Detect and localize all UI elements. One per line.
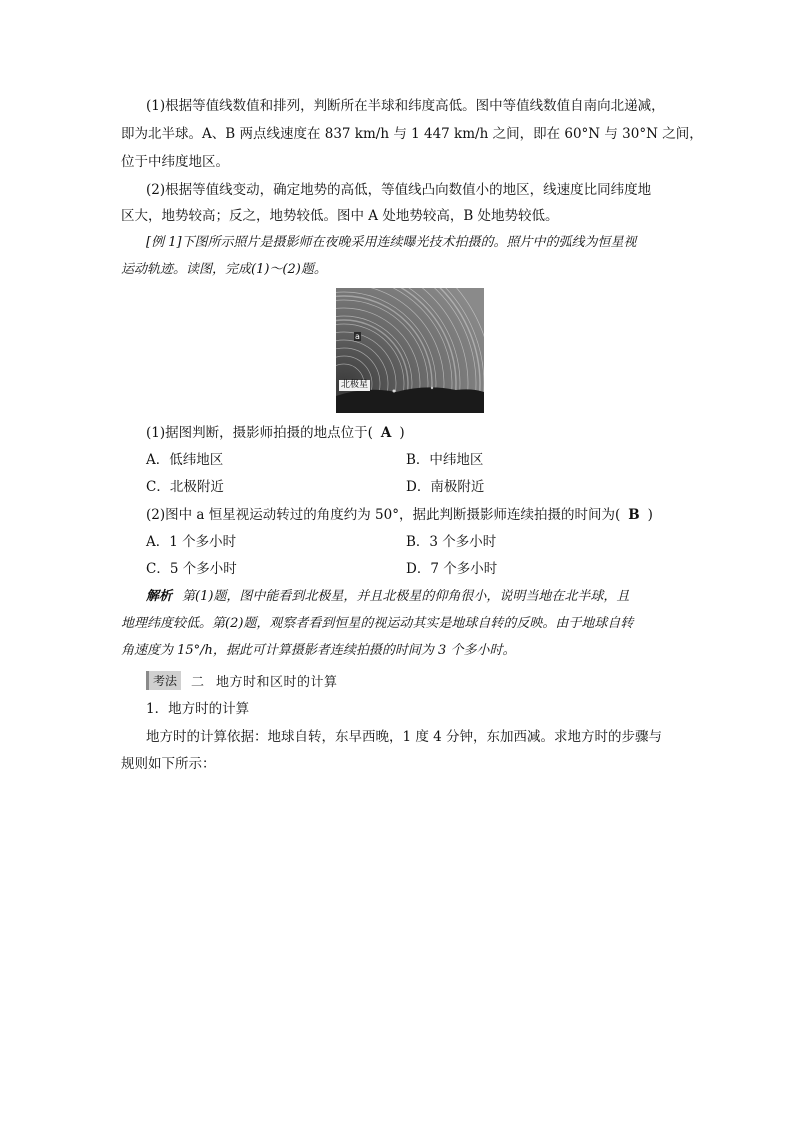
- question-2-answer: B: [628, 507, 640, 523]
- question-1-answer: A: [380, 425, 392, 441]
- subsection-heading: 1．地方时的计算: [146, 701, 250, 717]
- question-2-stem: [146, 505, 653, 525]
- analysis-line1-text: 第(1)题，图中能看到北极星，并且北极星的仰角很小，说明当地在北半球，且: [182, 589, 630, 604]
- question-1-option-a: A．低纬地区: [146, 452, 224, 468]
- question-1-text: (1)据图判断，摄影师拍摄的地点位于(: [146, 425, 373, 441]
- subsection-body-line2: 规则如下所示：: [121, 756, 216, 772]
- question-2-option-d: D．7 个多小时: [406, 561, 498, 577]
- star-trail-image: [336, 288, 484, 413]
- analysis-tag: 解析: [146, 589, 173, 604]
- section-number: 二: [191, 674, 205, 690]
- star-trail-photo: [336, 288, 484, 413]
- explanation-p2-line2: 区大，地势较高；反之，地势较低。图中 A 处地势较高，B 处地势较低。: [121, 208, 559, 224]
- question-1-option-d: D．南极附近: [406, 479, 485, 495]
- explanation-p1-line3: 位于中纬度地区。: [121, 154, 229, 170]
- section-title: 地方时和区时的计算: [216, 674, 338, 690]
- section-badge: 考法: [146, 671, 181, 690]
- explanation-p1-line1: (1)根据等值线数值和排列，判断所在半球和纬度高低。图中等值线数值自南向北递减，: [146, 98, 665, 114]
- explanation-p1-line2: 即为北半球。A、B 两点线速度在 837 km/h 与 1 447 km/h 之间，即在 60°N 与 30°N 之间，: [121, 126, 703, 142]
- photo-label-a: a: [355, 332, 360, 341]
- example-intro-line2: 运动轨迹。读图，完成(1)～(2)题。: [121, 262, 327, 277]
- question-2-text: (2)图中 a 恒星视运动转过的角度约为 50°，据此判断摄影师连续拍摄的时间为(: [146, 507, 621, 523]
- analysis-line1: [146, 587, 629, 607]
- analysis-line2: 地理纬度较低。第(2)题，观察者看到恒星的视运动其实是地球自转的反映。由于地球自转: [121, 616, 634, 631]
- question-1-close: ): [399, 425, 405, 441]
- subsection-body-line1: 地方时的计算依据：地球自转，东早西晚，1 度 4 分钟，东加西减。求地方时的步骤与: [146, 729, 663, 745]
- question-2-option-a: A．1 个多小时: [146, 534, 237, 550]
- question-1-stem: [146, 423, 405, 443]
- question-2-option-c: C．5 个多小时: [146, 561, 237, 577]
- example-intro-line1: [例 1]下图所示照片是摄影师在夜晚采用连续曝光技术拍摄的。照片中的弧线为恒星视: [146, 235, 637, 250]
- explanation-p2-line1: (2)根据等值线变动，确定地势的高低，等值线凸向数值小的地区，线速度比同纬度地: [146, 182, 652, 198]
- section-heading: [146, 670, 338, 690]
- question-2-close: ): [647, 507, 653, 523]
- question-1-option-b: B．中纬地区: [406, 452, 484, 468]
- analysis-line3: 角速度为 15°/h，据此可计算摄影者连续拍摄的时间为 3 个多小时。: [121, 643, 516, 658]
- photo-label-polaris: 北极星: [341, 380, 369, 390]
- question-1-option-c: C．北极附近: [146, 479, 224, 495]
- question-2-option-b: B．3 个多小时: [406, 534, 497, 550]
